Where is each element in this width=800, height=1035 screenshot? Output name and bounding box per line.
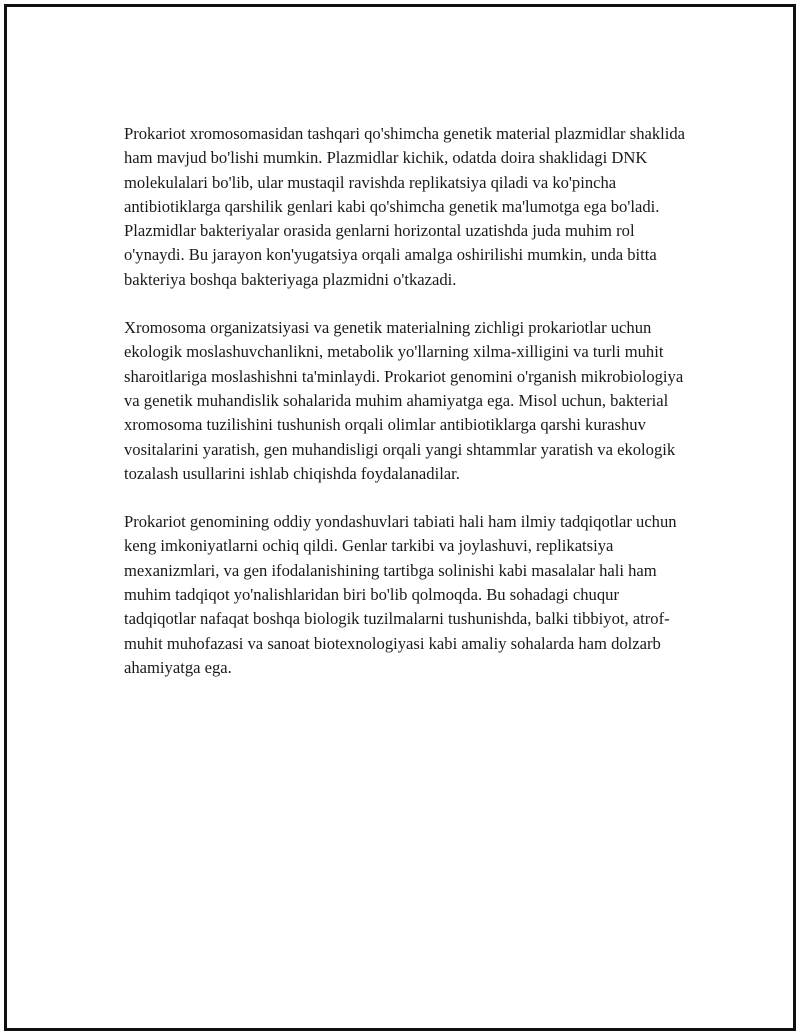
paragraph-plasmids: Prokariot xromosomasidan tashqari qo'shimcha genetik material plazmidlar shaklida ham mavjud bo'lishi mumkin. Plazmidlar kichik, odatda doira shaklidagi DNK molekulalari bo'lib, ular mustaqil ravishda replikatsiya qiladi va ko'pincha antibiotiklarga qarshilik genlari kabi qo'shimcha genetik ma'lumotga ega bo'ladi. Plazmidlar bakteriyalar orasida genlarni horizontal uzatishda juda muhim rol o'ynaydi. Bu jarayon kon'yugatsiya orqali amalga oshirilishi mumkin, unda bitta bakteriya boshqa bakteriyaga plazmidni o'tkazadi. [124,124,686,289]
paragraph-chromosome-organization: Xromosoma organizatsiyasi va genetik materialning zichligi prokariotlar uchun ekologik moslashuvchanlikni, metabolik yo'llarning xilma-xilligini va turli muhit sharoitlariga moslashishni ta'minlaydi. Prokariot genomini o'rganish mikrobiologiya va genetik muhandislik sohalarida muhim ahamiyatga ega. Misol uchun, bakterial xromosoma tuzilishini tushunish orqali olimlar antibiotiklarga qarshi kurashuv vositalarini yaratish, gen muhandisligi orqali yangi shtammlar yaratish va ekologik tozalash usullarini ishlab chiqishda foydalanadilar. [124,318,684,483]
page-border [4,4,796,1031]
document-body [124,122,694,704]
paragraph-genome-research: Prokariot genomining oddiy yondashuvlari tabiati hali ham ilmiy tadqiqotlar uchun keng imkoniyatlarni ochiq qildi. Genlar tarkibi va joylashuvi, replikatsiya mexanizmlari, va gen ifodalanishining tartibga solinishi kabi masalalar hali ham muhim tadqiqot yo'nalishlaridan biri bo'lib qolmoqda. Bu sohadagi chuqur tadqiqotlar nafaqat boshqa biologik tuzilmalarni tushunishda, balki tibbiyot, atrof-muhit muhofazasi va sanoat biotexnologiyasi kabi amaliy sohalarda ham dolzarb ahamiyatga ega. [124,512,677,677]
